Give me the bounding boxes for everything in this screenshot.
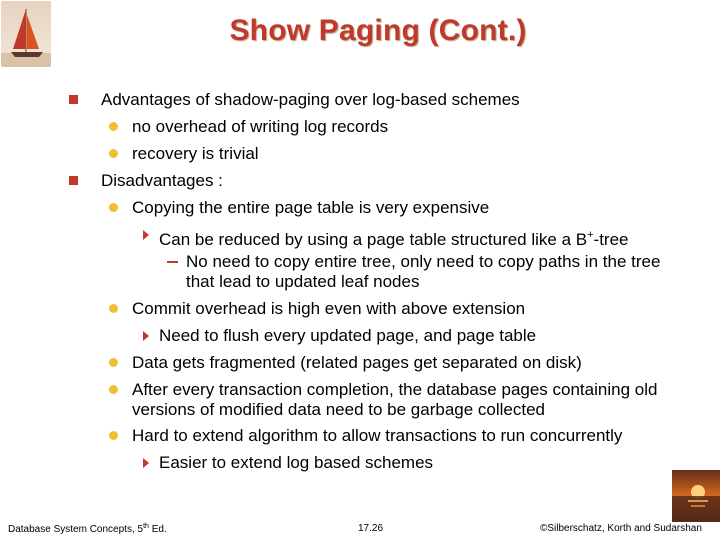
dot-bullet-icon — [109, 358, 118, 367]
bullet-level2-continuation: versions of modified data need to be garbage collected — [132, 400, 545, 419]
dot-bullet-icon — [109, 431, 118, 440]
dash-bullet-icon — [167, 261, 178, 263]
bullet-level2: Copying the entire page table is very expensive — [132, 198, 490, 217]
bullet-level3: Can be reduced by using a page table structured like a B+-tree — [159, 229, 629, 249]
bullet-level2: After every transaction completion, the database pages containing old — [132, 380, 658, 399]
triangle-bullet-icon — [143, 331, 149, 341]
dot-bullet-icon — [109, 385, 118, 394]
bullet-level4: No need to copy entire tree, only need to copy paths in the tree — [186, 252, 661, 271]
footer-copyright: ©Silberschatz, Korth and Sudarshan — [540, 523, 702, 534]
footer-page-number: 17.26 — [358, 523, 384, 534]
bullet-level3: Easier to extend log based schemes — [159, 453, 434, 472]
bullet-level2: Hard to extend algorithm to allow transactions to run concurrently — [132, 426, 623, 445]
dot-bullet-icon — [109, 304, 118, 313]
bullet-level4-continuation: that lead to updated leaf nodes — [186, 272, 420, 291]
sunset-icon — [672, 470, 720, 522]
square-bullet-icon — [69, 176, 78, 185]
bullet-level2: Data gets fragmented (related pages get separated on disk) — [132, 353, 582, 372]
dot-bullet-icon — [109, 149, 118, 158]
dot-bullet-icon — [109, 203, 118, 212]
footer-left: Database System Concepts, 5th Ed. — [8, 523, 167, 535]
dot-bullet-icon — [109, 122, 118, 131]
triangle-bullet-icon — [143, 230, 149, 240]
bullet-level1: Disadvantages : — [101, 171, 223, 190]
triangle-bullet-icon — [143, 458, 149, 468]
bullet-level1: Advantages of shadow-paging over log-based schemes — [101, 90, 520, 109]
bullet-level2: recovery is trivial — [132, 144, 259, 163]
slide-title: Show Paging (Cont.) — [229, 14, 527, 47]
square-bullet-icon — [69, 95, 78, 104]
bullet-level2: Commit overhead is high even with above extension — [132, 299, 526, 318]
bullet-level2: no overhead of writing log records — [132, 117, 389, 136]
bullet-level3: Need to flush every updated page, and page table — [159, 326, 537, 345]
